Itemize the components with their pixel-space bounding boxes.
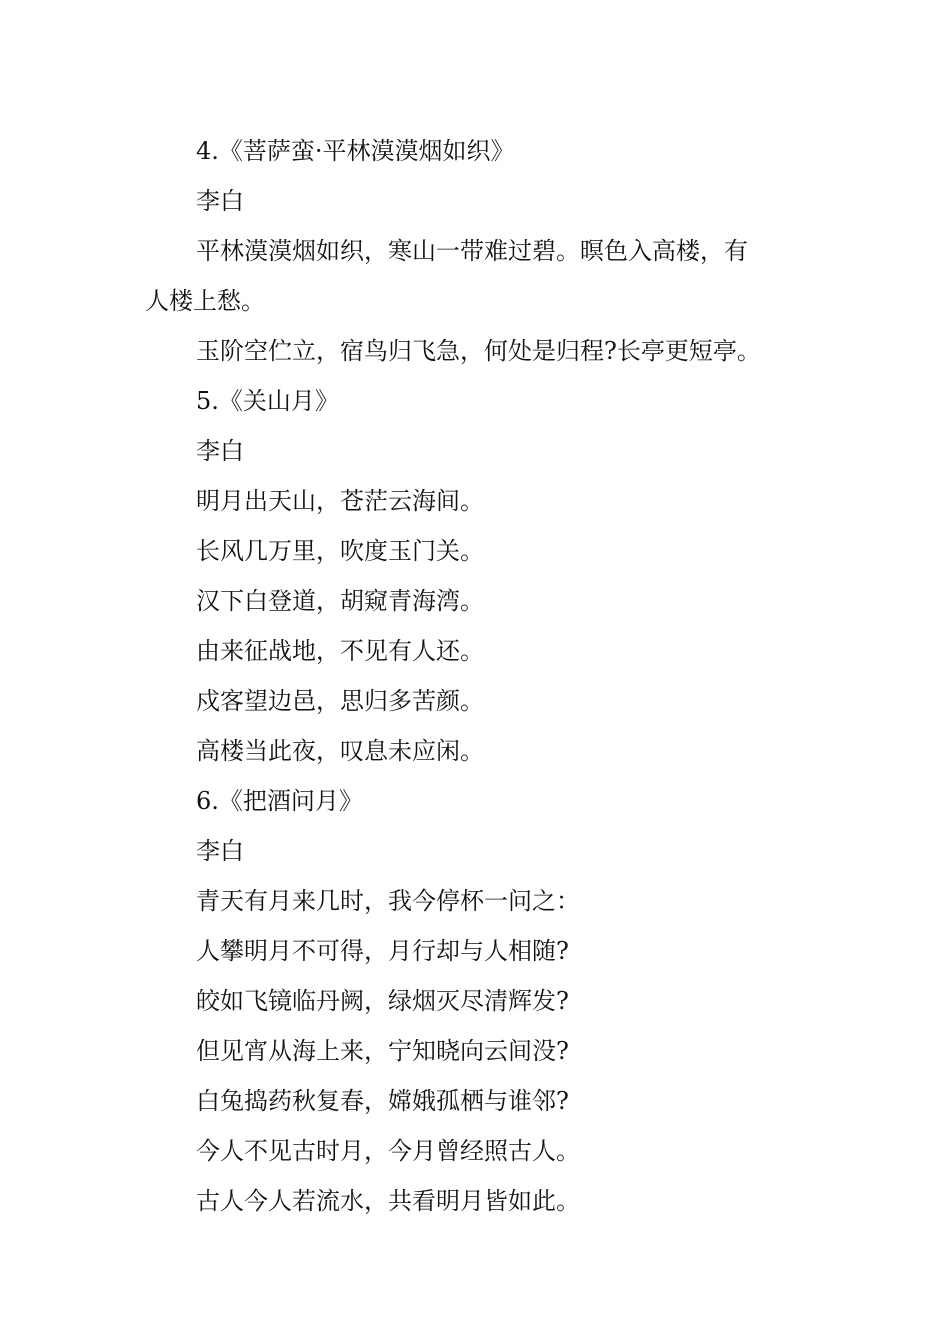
poem-line: 青天有月来几时，我今停杯一问之：	[196, 887, 580, 915]
poem-line: 明月出天山，苍茫云海间。	[196, 487, 484, 515]
poem-line: 汉下白登道，胡窥青海湾。	[196, 587, 484, 615]
poem-line: 高楼当此夜，叹息未应闲。	[196, 737, 484, 765]
document-body	[145, 126, 815, 1226]
poem-line: 人楼上愁。	[145, 287, 265, 315]
poem-line: 但见宵从海上来，宁知晓向云间没?	[196, 1037, 569, 1065]
poem-line: 今人不见古时月，今月曾经照古人。	[196, 1137, 580, 1165]
poem-line: 平林漠漠烟如织，寒山一带难过碧。暝色入高楼，有	[196, 237, 748, 265]
poem-line: 皎如飞镜临丹阙，绿烟灭尽清辉发?	[196, 987, 569, 1015]
poem-author: 李白	[196, 837, 244, 865]
poem-author: 李白	[196, 187, 244, 215]
poem-line: 古人今人若流水，共看明月皆如此。	[196, 1187, 580, 1215]
poem-title-4: 4.《菩萨蛮·平林漠漠烟如织》	[196, 137, 515, 165]
poem-line: 由来征战地，不见有人还。	[196, 637, 484, 665]
poem-line: 长风几万里，吹度玉门关。	[196, 537, 484, 565]
poem-line: 白兔捣药秋复春，嫦娥孤栖与谁邻?	[196, 1087, 569, 1115]
poem-title-6: 6.《把酒问月》	[196, 787, 363, 815]
poem-author: 李白	[196, 437, 244, 465]
poem-line: 戍客望边邑，思归多苦颜。	[196, 687, 484, 715]
poem-title-5: 5.《关山月》	[196, 387, 339, 415]
poem-line: 人攀明月不可得，月行却与人相随?	[196, 937, 569, 965]
poem-line: 玉阶空伫立，宿鸟归飞急，何处是归程?长亭更短亭。	[196, 337, 761, 365]
